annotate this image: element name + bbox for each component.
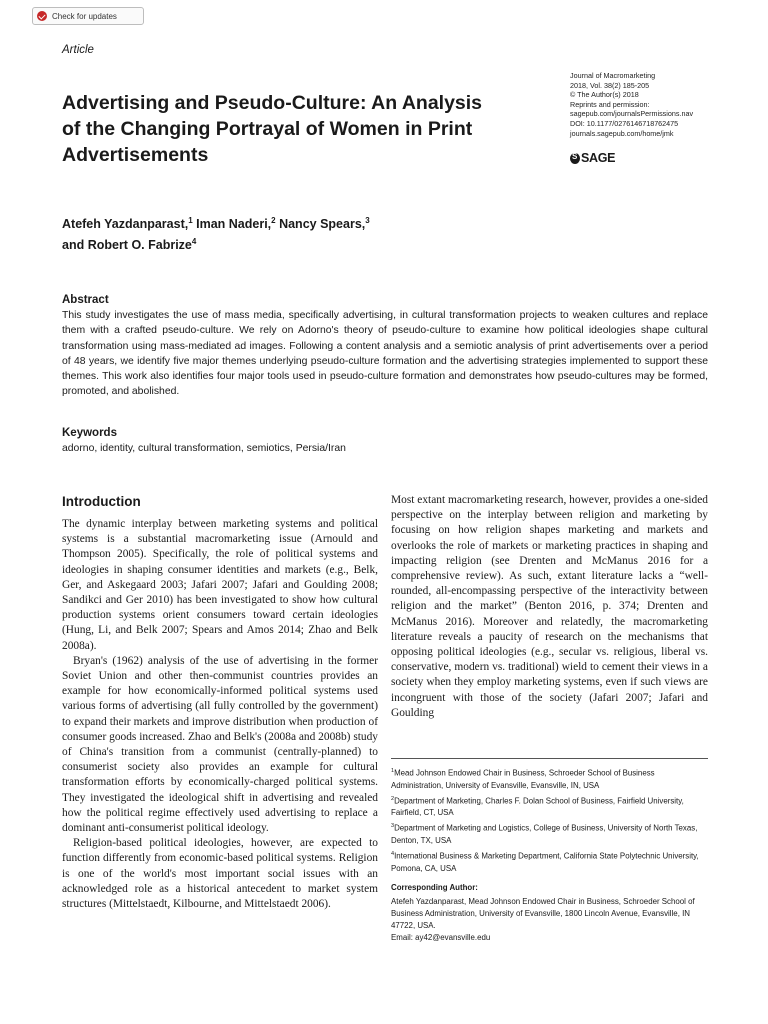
check-for-updates-label: Check for updates [52, 11, 117, 21]
journal-permissions-link[interactable]: sagepub.com/journalsPermissions.nav [570, 109, 694, 119]
footnote-divider [391, 758, 708, 759]
journal-info [570, 71, 740, 138]
author-3: Nancy Spears, [275, 217, 366, 232]
footnote-2-text: Department of Marketing, Charles F. Dolan School of Business, Fairfield University, Fairfield, CT, USA [391, 796, 684, 818]
corresponding-author-email[interactable]: Email: ay42@evansville.edu [391, 933, 491, 942]
corresponding-author-info [391, 896, 708, 944]
right-column [391, 493, 708, 721]
paper-title: Advertising and Pseudo-Culture: An Analysis of the Changing Portrayal of Women in Print Advertisements [62, 92, 483, 166]
intro-paragraph-4: Most extant macromarketing research, however, provides a one-sided perspective on the interplay between religion and marketing by focusing on how religion shapes marketing and markets and overlooks the role of markets or marketing practices in shaping and impacting religion (see Drenten and McManus 2016 for a comprehensive review). As such, extant literature lacks a “well-rounded, all-encompassing perspective of the interactivity between religion and the market” (Benton 2016, p. 374; Drenten and McManus 2016). Moreover and relatedly, the macromarketing literature reveals a paucity of research on the mechanisms that opposing political ideologies (e.g., secular vs. religious, liberal vs. conservative, modern vs. traditional) wield to cement their views in a society when they employ marketing systems, even if such views are incongruent with those of the society (Jafari 2007; Jafari and Goulding [391, 494, 708, 719]
author-1-affil: 1 [188, 216, 193, 225]
left-column [62, 517, 378, 912]
check-updates-icon [37, 11, 47, 21]
corresponding-author-heading: Corresponding Author: [391, 883, 478, 892]
author-1: Atefeh Yazdanparast, [62, 217, 189, 232]
footnote-1-text: Mead Johnson Endowed Chair in Business, Schroeder School of Business Administration, University of Evansville, Evansville, IN, USA [391, 768, 655, 790]
footnote-4 [391, 848, 708, 875]
abstract-text: This study investigates the use of mass media, specifically advertising, in cultural transformation projects to weaken cultures and replace them with a crafted pseudo-culture. We rely on Adorno's theory of pseudo-culture to examine how political ideologies shape cultural transformation using mass-mediated ad images. Following a content analysis and a semiotic analysis of print advertisements over a period of 48 years, we identify five major themes underlying pseudo-culture formation and the advertising strategies implemented to support these themes. This work also identifies four major tools used in pseudo-culture formation and demonstrates how pseudo-cultures may be formed, promoted, and abolished. [62, 310, 708, 398]
footnote-1 [391, 765, 708, 792]
intro-paragraph-2: Bryan's (1962) analysis of the use of advertising in the former Soviet Union and other then-communist countries provides an example for how economically-informed political systems used various forms of advertising (all fully controlled by the government) to expand their markets and improve distribution when production of consumer goods increased. Zhao and Belk's (2008a and 2008b) study of China's transition from a communist (centrally-planned) to consumerist society also provides an example for cultural transformation efforts by economically-charged political systems. They investigated the ideological shift in advertising and revealed how the political regime effectively used advertising to replace a dominant anti-consumerist political ideology. [62, 654, 378, 835]
intro-paragraph-3: Religion-based political ideologies, however, are expected to function differently from economic-based political systems. Religion is one of the world's most important social issues with an acknowledged role as a historical antecedent to market system structures (Mittelstaedt, Kilbourne, and Mittelstaedt 2006). [62, 837, 378, 911]
journal-doi[interactable]: DOI: 10.1177/0276146718762475 [570, 118, 679, 128]
author-2-affil: 2 [271, 216, 276, 225]
journal-copyright: © The Author(s) 2018 [570, 90, 639, 100]
author-4: and Robert O. Fabrize [62, 238, 192, 253]
keywords-text: adorno, identity, cultural transformation, semiotics, Persia/Iran [62, 443, 346, 454]
journal-home-link[interactable]: journals.sagepub.com/home/jmk [570, 128, 674, 138]
footnote-3-text: Department of Marketing and Logistics, College of Business, University of North Texas, Denton, TX, USA [391, 823, 698, 845]
footnote-3-num: 3 [391, 823, 395, 830]
abstract-heading: Abstract [62, 294, 109, 306]
affiliation-footnotes [391, 765, 708, 876]
sage-label: SAGE [581, 151, 616, 165]
sage-icon [570, 153, 580, 164]
article-type-label: Article [62, 44, 94, 56]
keywords-heading: Keywords [62, 427, 117, 439]
footnote-1-num: 1 [391, 768, 395, 774]
introduction-heading: Introduction [62, 494, 141, 509]
corresponding-author-address: Atefeh Yazdanparast, Mead Johnson Endowed Chair in Business, Schroeder School of Business Administration, University of Evansville, 1800 Lincoln Avenue, Evansville, IN 47722, USA. [391, 897, 695, 930]
footnote-3 [391, 820, 708, 847]
footnote-2 [391, 793, 708, 820]
journal-reprints: Reprints and permission: [570, 99, 650, 109]
intro-paragraph-1: The dynamic interplay between marketing systems and political systems is a substantial macromarketing issue (Arnould and Thompson 2005). Specifically, the role of political systems and ideologies in shaping consumer identities and markets (e.g., Belk, Ger, and Askegaard 2003; Jafari 2007; Jafari and Goulding 2008; Sandikci and Ger 2010) has been investigated to show how cultural production systems orient consumers toward certain ideologies (Hung, Li, and Belk 2007; Spears and Amos 2014; Zhao and Belk 2008a). [62, 518, 378, 652]
author-list [62, 212, 522, 254]
footnote-4-num: 4 [391, 850, 395, 857]
journal-name: Journal of Macromarketing [570, 71, 656, 80]
journal-volume: 2018, Vol. 38(2) 185-205 [570, 80, 650, 90]
footnote-4-text: International Business & Marketing Department, California State Polytechnic University, Pomona, CA, USA [391, 851, 699, 873]
author-4-affil: 4 [191, 237, 197, 247]
author-2: Iman Naderi, [192, 217, 272, 232]
check-for-updates-button[interactable] [32, 7, 144, 25]
sage-logo [570, 151, 615, 165]
footnote-2-num: 2 [391, 795, 395, 802]
author-3-affil: 3 [365, 216, 370, 225]
